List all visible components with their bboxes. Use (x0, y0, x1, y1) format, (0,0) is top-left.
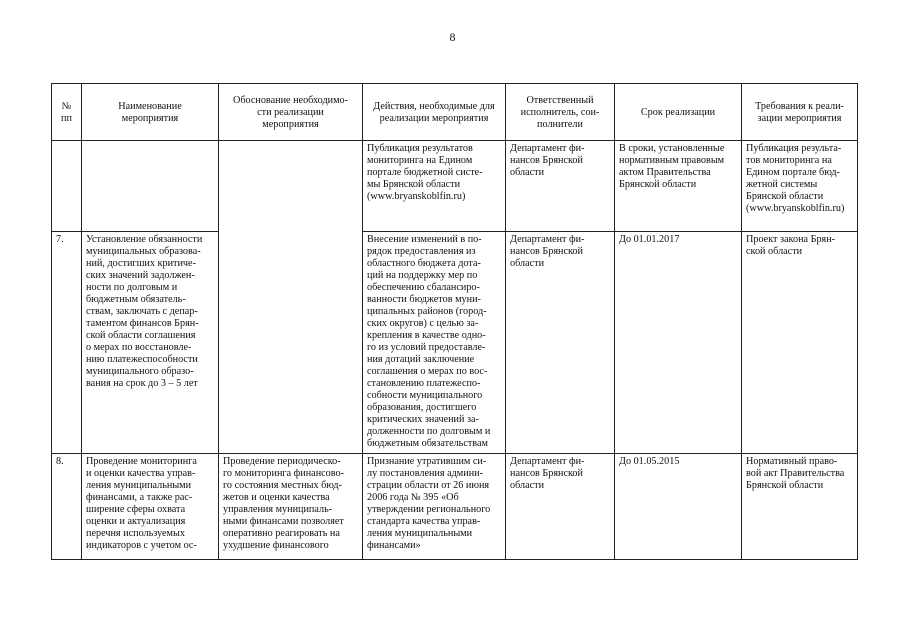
responsible-cell (506, 454, 615, 560)
table-row (52, 141, 858, 232)
deadline-text: До 01.05.2015 (619, 456, 680, 467)
header-cell-responsible (506, 84, 615, 141)
header-justification-label: Обоснование необходимо- сти реализации мероприятия (232, 95, 349, 130)
header-deadline-label: Срок реализации (640, 107, 716, 118)
measure-name-cell (82, 454, 219, 560)
header-actions-label: Действия, необходимые для реализации мероприятия (373, 101, 495, 124)
actions-text: Признание утратившим си- лу постановления админи- страции области от 26 июня 2006 года № 395 «Об утверждении регионального стандарта качества управ- ления муниципальными финансами» (367, 456, 491, 551)
header-requirements-label: Требования к реали- зации мероприятия (755, 101, 844, 124)
actions-cell (363, 232, 506, 454)
actions-text: Публикация результатов мониторинга на Едином портале бюджетной систе- мы Брянской области (www.bryanskoblfin.ru) (367, 143, 483, 202)
actions-text: Внесение изменений в по- рядок предоставления из областного бюджета дота- ций на поддержку мер по обеспечению сбалансиро- ванности бюджетов муни- ципальных районов (город- ских округов) с целью за- крепления в качестве одно- го из условий предоставле- ния дотаций заключение соглашения о мерах по вос- становлению платежеспо- собности муниципального образования, достигшего критических значений за- долженности по долговым и бюджетным обязательствам (367, 234, 491, 449)
row-number: 8. (56, 456, 64, 467)
deadline-text: В сроки, установленные нормативным правовым актом Правительства Брянской области (619, 143, 725, 190)
actions-cell (363, 454, 506, 560)
measure-name: Проведение мониторинга и оценки качества управ- ления муниципальными финансами, а также рас- ширение сферы охвата оценки и актуализация перечня используемых индикаторов с учетом ос- (86, 456, 197, 551)
justification-cell (219, 454, 363, 560)
responsible-text: Департамент фи- нансов Брянской области (510, 143, 585, 178)
deadline-cell (615, 454, 742, 560)
header-name-label: Наименование мероприятия (118, 101, 182, 124)
header-number-label: № пп (61, 101, 72, 124)
justification-text: Проведение периодическо- го мониторинга финансово- го состояния местных бюд- жетов и оценки качества управления муниципаль- ными финансами позволяет оперативно реагировать на ухудшение финансового (223, 456, 344, 551)
requirements-text: Нормативный право- вой акт Правительства Брянской области (746, 456, 845, 491)
responsible-text: Департамент фи- нансов Брянской области (510, 234, 585, 269)
actions-cell (363, 141, 506, 232)
requirements-text: Проект закона Брян- ской области (746, 234, 836, 257)
page-number: 8 (449, 30, 456, 44)
requirements-cell (742, 141, 858, 232)
header-cell-deadline (615, 84, 742, 141)
header-cell-requirements (742, 84, 858, 141)
measure-name-cell (82, 232, 219, 454)
row-number-cell (52, 141, 82, 232)
table-header-row (52, 84, 858, 141)
requirements-cell (742, 232, 858, 454)
requirements-text: Публикация результа- тов мониторинга на Едином портале бюд- жетной системы Брянской области (www.bryanskoblfin.ru) (746, 143, 845, 214)
measure-name: Установление обязанности муниципальных образова- ний, достигших критиче- ских значений задолжен- ности по долговым и бюджетным обязатель- ствам, заключать с депар- таментом финансов Брян- ской области соглашения о мерах по восстановле- нию платежеспособности муниципального образо- вания на срок до 3 – 5 лет (86, 234, 203, 389)
table-row (52, 454, 858, 560)
requirements-cell (742, 454, 858, 560)
responsible-text: Департамент фи- нансов Брянской области (510, 456, 585, 491)
measures-table (51, 83, 858, 560)
header-cell-justification (219, 84, 363, 141)
responsible-cell (506, 141, 615, 232)
deadline-text: До 01.01.2017 (619, 234, 680, 245)
deadline-cell (615, 141, 742, 232)
measure-name-cell (82, 141, 219, 232)
row-number-cell (52, 232, 82, 454)
row-number-cell (52, 454, 82, 560)
justification-cell (219, 141, 363, 454)
deadline-cell (615, 232, 742, 454)
row-number: 7. (56, 234, 64, 245)
table-row (52, 232, 858, 454)
responsible-cell (506, 232, 615, 454)
header-cell-actions (363, 84, 506, 141)
header-responsible-label: Ответственный исполнитель, сои- полнители (520, 95, 600, 130)
header-cell-name (82, 84, 219, 141)
header-cell-number (52, 84, 82, 141)
